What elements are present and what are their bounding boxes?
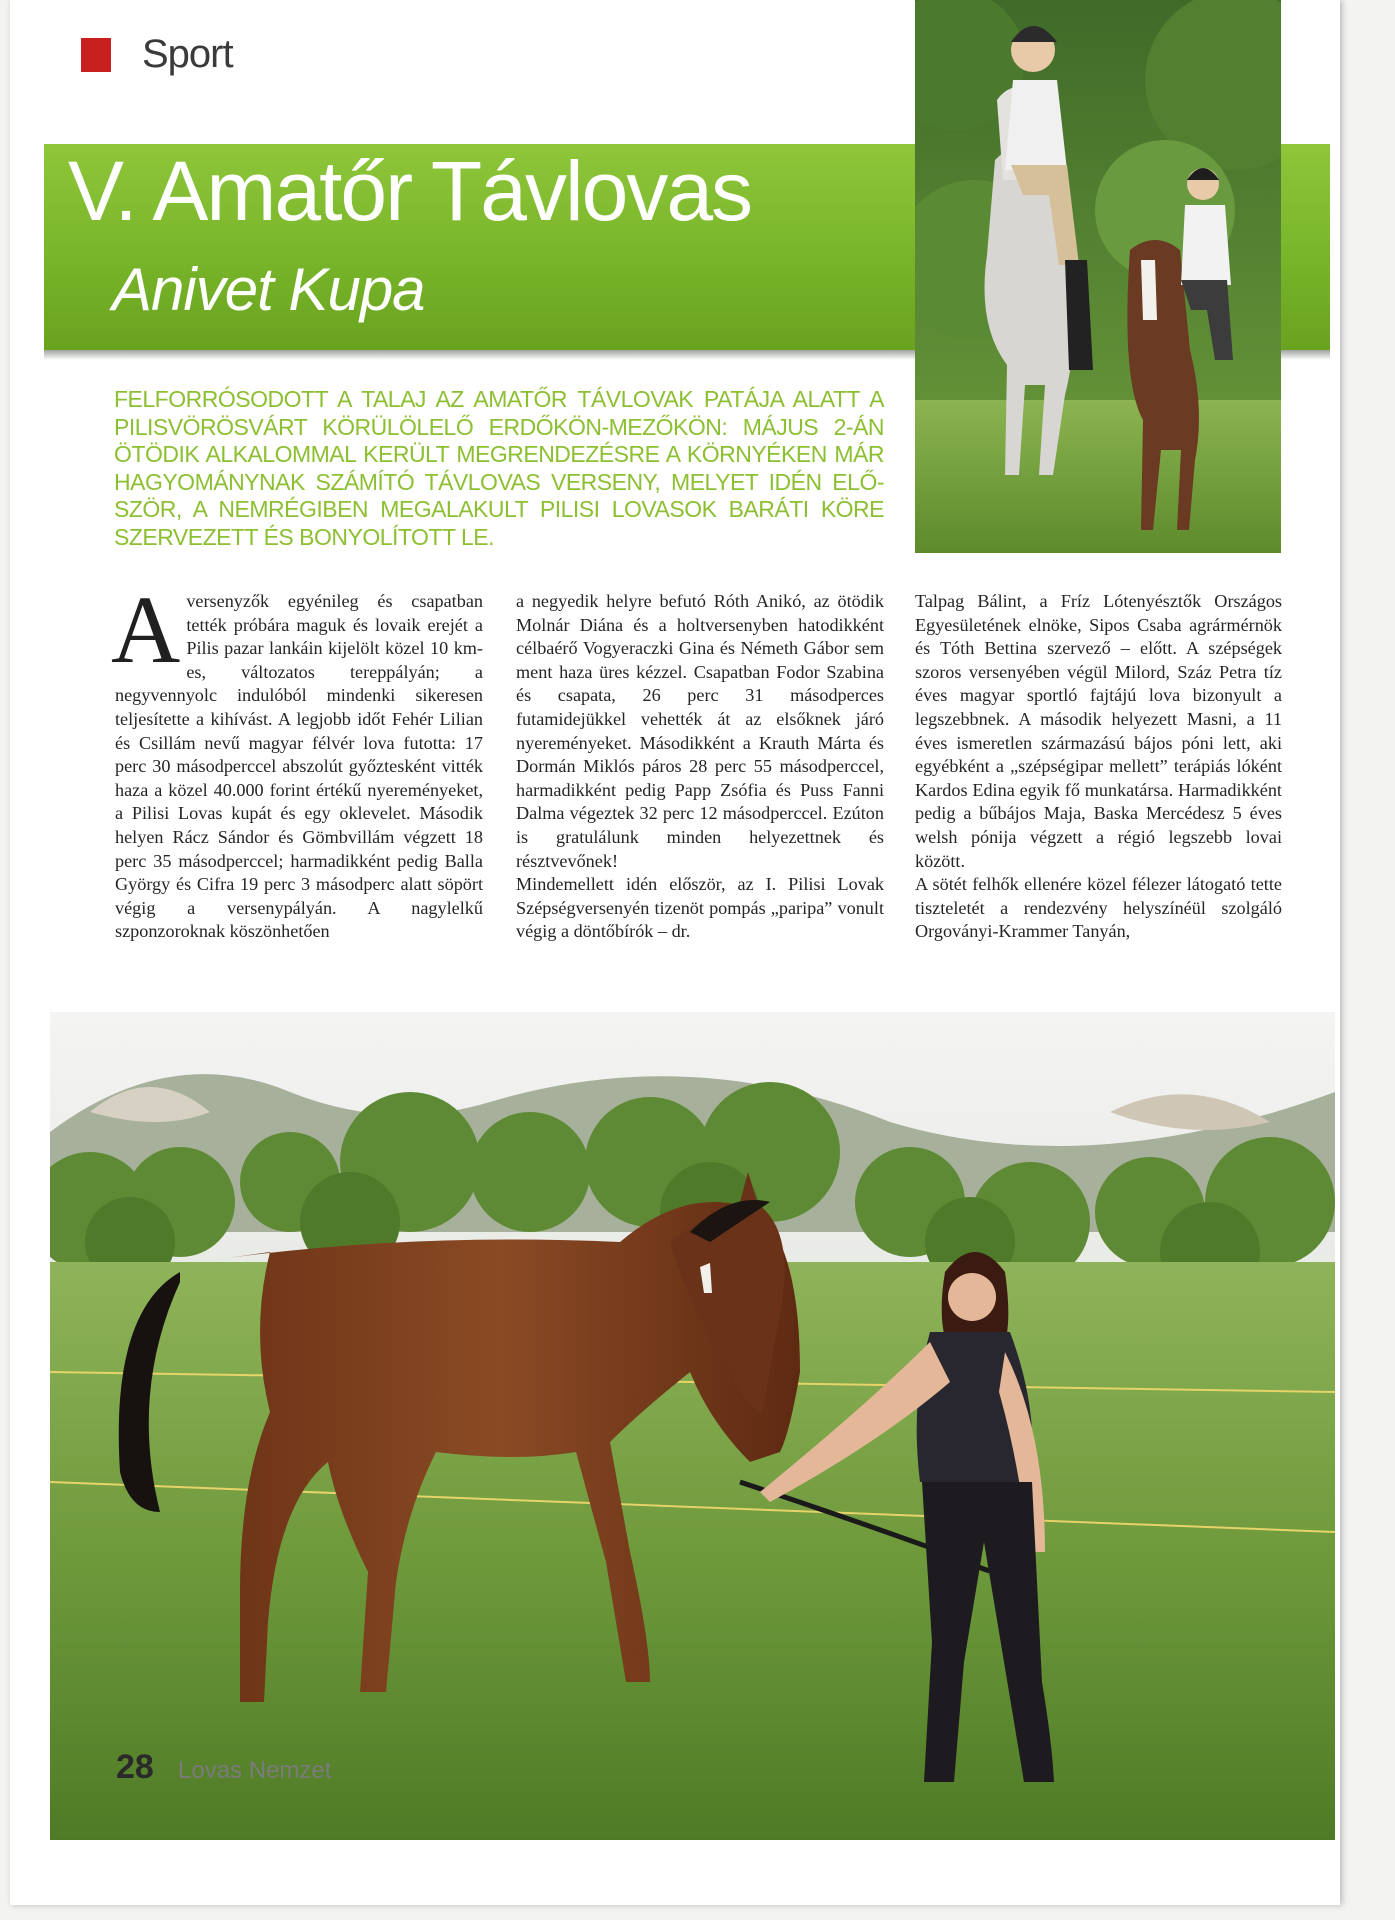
horse-photo xyxy=(50,1012,1335,1840)
body-column-1 xyxy=(111,576,483,944)
page-number: 28 xyxy=(116,1748,154,1786)
riders-photo xyxy=(915,0,1281,553)
column-1-text: versenyzők egyénileg és csapatban tették próbára maguk és lovaik erejét a Pilis pazar lankáin kijelölt közel 10 km-es, változatos tereppályán; a negyvennyolc indulóból mindenki sikeresen teljesítette a kihívást. A legjobb időt Fehér Lilian és Csillám nevű magyar félvér lova futotta: 17 perc 30 másodperccel abszolút győztesként vitték haza a közel 40.000 forint értékű nyereményeket, a Pilisi Lovas kupát és egy oklevelet. Második helyen Rácz Sándor és Gömbvillám végzett 18 perc 35 másodperccel; harmadikként pedig Balla György és Cifra 19 perc 3 másodperc alatt söpört végig a versenypályán. A nagylelkű szponzoroknak köszönhetően xyxy=(115,591,483,942)
column-2-paragraph-1: a negyedik helyre befutó Róth Anikó, az ötödik Molnár Diána és a holtversenyben hatodikként célbaérő Vogyeraczki Gina és Németh Gábor sem ment haza üres kézzel. Csapatban Fodor Szabina és csapata, 26 perc 31 másodperces futamidejükkel vehették át az elsőknek járó nyereményeket. Másodikként a Krauth Márta és Dormán Miklós páros 28 perc 55 másodperccel, harmadikként pedig Papp Zsófia és Puss Fanni Dalma végeztek 32 perc 12 másodperccel. Ezúton is gratulálunk minden helyezettnek és résztvevőnek! xyxy=(516,591,884,871)
column-3-paragraph-2: A sötét felhők ellenére közel félezer látogató tette tiszteletét a rendezvény helyszínéül szolgáló Orgoványi-Krammer Tanyán, xyxy=(915,874,1282,942)
lead-paragraph: FELFORRÓSODOTT A TALAJ AZ AMATŐR TÁVLOVAK PATÁJA ALATT A PILISVÖRÖSVÁRT KÖRÜLÖLELŐ ERDŐKÖN-MEZŐKÖN: MÁJUS 2-ÁN ÖTÖDIK ALKALOMMAL KERÜLT MEGRENDEZÉSRE A KÖRNYÉKEN MÁR HAGYOMÁNYNAK SZÁMÍTÓ TÁVLOVAS VERSENY, MELYET IDÉN ELŐ-SZÖR, A NEMRÉGIBEN MEGALAKULT PILISI LOVASOK BARÁTI KÖRE SZERVEZETT ÉS BONYOLÍTOTT LE. xyxy=(114,386,884,550)
body-column-3 xyxy=(915,590,1282,944)
drop-cap: A xyxy=(111,576,181,683)
body-column-2 xyxy=(516,590,884,944)
article-subtitle: Anivet Kupa xyxy=(112,256,425,323)
magazine-name: Lovas Nemzet xyxy=(178,1757,332,1784)
column-2-paragraph-2: Mindemellett idén először, az I. Pilisi Lovak Szépségversenyén tizenöt pompás „paripa” vonult végig a döntőbírók – dr. xyxy=(516,874,884,942)
section-marker xyxy=(81,38,111,72)
section-label: Sport xyxy=(142,32,233,76)
article-title: V. Amatőr Távlovas xyxy=(68,144,752,238)
column-3-paragraph-1: Talpag Bálint, a Fríz Lótenyésztők Országos Egyesületének elnöke, Sipos Csaba agrármérnök és Tóth Bettina szervező – előtt. A szépségek szoros versenyében végül Milord, Száz Petra tíz éves magyar sportló fajtájú lova bizonyult a legszebbnek. A második helyezett Masni, a 11 éves ismeretlen származású bájos póni lett, aki egyébként a „szépségipar mellett” terápiás lóként Kardos Edina egyik fő munkatársa. Harmadikként pedig a bűbájos Maja, Baska Mercédesz 5 éves welsh pónija végzett a régió legszebb lovai között. xyxy=(915,591,1282,871)
